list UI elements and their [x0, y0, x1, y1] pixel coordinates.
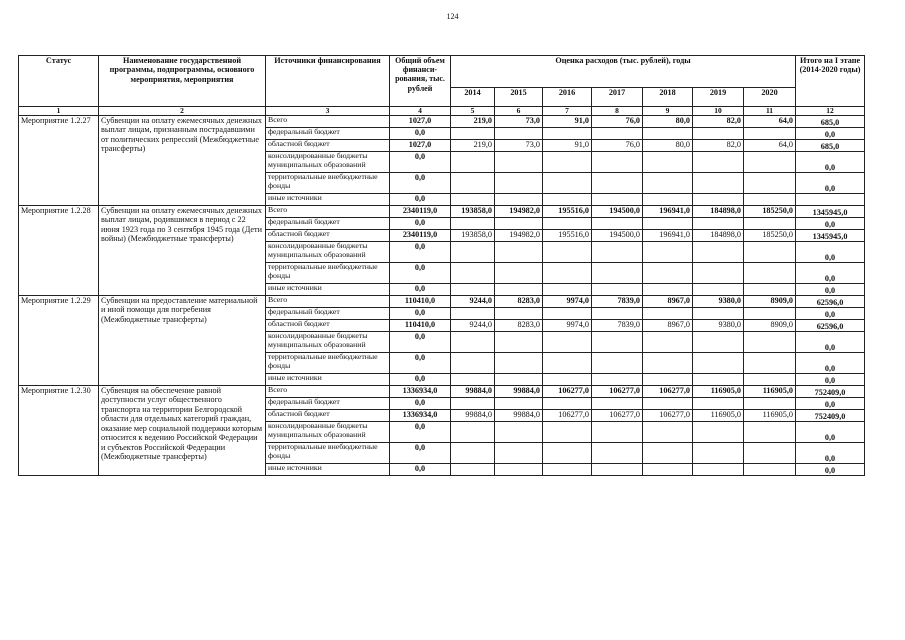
stage-total-cell: 0,0 [796, 443, 865, 464]
year-value-cell: 8967,0 [643, 320, 693, 332]
budget-table [18, 55, 865, 476]
year-value-cell [744, 332, 796, 353]
column-number: 9 [643, 107, 693, 116]
source-label: территориальные внебюджетные фонды [266, 173, 390, 194]
year-value-cell [693, 194, 744, 206]
total-volume-cell: 0,0 [390, 152, 451, 173]
year-value-cell [495, 332, 543, 353]
year-value-cell [451, 308, 495, 320]
stage-total-cell: 685,0 [796, 140, 865, 152]
column-number: 2 [99, 107, 266, 116]
year-value-cell [592, 308, 643, 320]
stage-total-cell: 0,0 [796, 242, 865, 263]
year-value-cell [693, 218, 744, 230]
source-label: областной бюджет [266, 410, 390, 422]
year-value-cell [451, 152, 495, 173]
year-value-cell [744, 308, 796, 320]
year-value-cell: 8283,0 [495, 320, 543, 332]
total-volume-cell: 0,0 [390, 308, 451, 320]
year-value-cell [451, 242, 495, 263]
source-label: федеральный бюджет [266, 398, 390, 410]
source-label: территориальные внебюджетные фонды [266, 443, 390, 464]
header-year: 2018 [643, 87, 693, 106]
year-value-cell [744, 242, 796, 263]
year-value-cell [495, 308, 543, 320]
stage-total-cell: 0,0 [796, 263, 865, 284]
table-row [19, 206, 865, 218]
source-label: иные источники [266, 464, 390, 476]
total-volume-cell: 2340119,0 [390, 206, 451, 218]
year-value-cell: 194500,0 [592, 230, 643, 242]
year-value-cell: 194982,0 [495, 230, 543, 242]
year-value-cell: 7839,0 [592, 296, 643, 308]
year-value-cell [693, 422, 744, 443]
year-value-cell: 106277,0 [643, 386, 693, 398]
year-value-cell [495, 242, 543, 263]
year-value-cell [643, 332, 693, 353]
year-value-cell [693, 398, 744, 410]
year-value-cell: 219,0 [451, 140, 495, 152]
year-value-cell [693, 128, 744, 140]
year-value-cell [495, 443, 543, 464]
year-value-cell: 91,0 [543, 116, 592, 128]
year-value-cell [643, 398, 693, 410]
source-label: федеральный бюджет [266, 128, 390, 140]
year-value-cell [451, 284, 495, 296]
stage-total-cell [796, 194, 865, 206]
year-value-cell [693, 464, 744, 476]
column-number: 3 [266, 107, 390, 116]
stage-total-cell: 0,0 [796, 398, 865, 410]
year-value-cell [744, 152, 796, 173]
year-value-cell: 196941,0 [643, 206, 693, 218]
stage-total-cell: 0,0 [796, 284, 865, 296]
year-value-cell: 196941,0 [643, 230, 693, 242]
total-volume-cell: 0,0 [390, 332, 451, 353]
year-value-cell: 184898,0 [693, 230, 744, 242]
year-value-cell [451, 443, 495, 464]
year-value-cell [643, 374, 693, 386]
year-value-cell [495, 374, 543, 386]
total-volume-cell: 0,0 [390, 173, 451, 194]
year-value-cell: 99884,0 [451, 410, 495, 422]
year-value-cell: 80,0 [643, 116, 693, 128]
header-name: Наименование государственной программы, подпрограммы, основного мероприятия, мероприятия [99, 56, 266, 107]
stage-total-cell: 62596,0 [796, 296, 865, 308]
stage-total-cell: 0,0 [796, 464, 865, 476]
header-year: 2019 [693, 87, 744, 106]
source-label: консолидированные бюджеты муниципальных образований [266, 242, 390, 263]
year-value-cell [643, 422, 693, 443]
year-value-cell: 116905,0 [693, 386, 744, 398]
header-sources: Источники финансирования [266, 56, 390, 107]
measure-name: Субвенции на оплату ежемесячных денежных выплат лицам, признанным пострадавшими от политических репрессий (Межбюджетные трансферты) [99, 116, 266, 206]
year-value-cell: 195516,0 [543, 230, 592, 242]
year-value-cell [543, 464, 592, 476]
year-value-cell [592, 443, 643, 464]
year-value-cell [543, 308, 592, 320]
header-year: 2017 [592, 87, 643, 106]
year-value-cell [543, 218, 592, 230]
column-number: 12 [796, 107, 865, 116]
year-value-cell [451, 332, 495, 353]
year-value-cell [495, 173, 543, 194]
year-value-cell [451, 218, 495, 230]
year-value-cell [592, 398, 643, 410]
year-value-cell [451, 353, 495, 374]
total-volume-cell: 0,0 [390, 263, 451, 284]
year-value-cell [643, 242, 693, 263]
year-value-cell [451, 374, 495, 386]
year-value-cell [592, 464, 643, 476]
year-value-cell [643, 218, 693, 230]
column-number: 5 [451, 107, 495, 116]
stage-total-cell: 1345945,0 [796, 230, 865, 242]
year-value-cell [451, 422, 495, 443]
year-value-cell [495, 284, 543, 296]
year-value-cell [643, 173, 693, 194]
year-value-cell: 99884,0 [451, 386, 495, 398]
source-label: областной бюджет [266, 140, 390, 152]
source-label: областной бюджет [266, 320, 390, 332]
year-value-cell [543, 374, 592, 386]
table-row [19, 116, 865, 128]
year-value-cell: 91,0 [543, 140, 592, 152]
total-volume-cell: 0,0 [390, 194, 451, 206]
total-volume-cell: 1027,0 [390, 140, 451, 152]
year-value-cell [744, 443, 796, 464]
source-label: Всего [266, 116, 390, 128]
year-value-cell [543, 398, 592, 410]
year-value-cell [643, 284, 693, 296]
year-value-cell [543, 128, 592, 140]
total-volume-cell: 1027,0 [390, 116, 451, 128]
year-value-cell: 99884,0 [495, 386, 543, 398]
source-label: территориальные внебюджетные фонды [266, 353, 390, 374]
source-label: Всего [266, 206, 390, 218]
column-number: 8 [592, 107, 643, 116]
year-value-cell [643, 194, 693, 206]
year-value-cell: 9974,0 [543, 320, 592, 332]
year-value-cell [495, 464, 543, 476]
stage-total-cell: 0,0 [796, 308, 865, 320]
year-value-cell: 76,0 [592, 116, 643, 128]
year-value-cell: 8967,0 [643, 296, 693, 308]
header-year: 2020 [744, 87, 796, 106]
source-label: федеральный бюджет [266, 218, 390, 230]
stage-total-cell: 0,0 [796, 353, 865, 374]
stage-total-cell: 0,0 [796, 128, 865, 140]
year-value-cell: 195516,0 [543, 206, 592, 218]
year-value-cell [592, 218, 643, 230]
year-value-cell [693, 284, 744, 296]
header-estimate: Оценка расходов (тыс. рублей), годы [451, 56, 796, 88]
year-value-cell: 73,0 [495, 140, 543, 152]
year-value-cell [693, 374, 744, 386]
stage-total-cell: 62596,0 [796, 320, 865, 332]
year-value-cell [693, 443, 744, 464]
year-value-cell [592, 422, 643, 443]
source-label: иные источники [266, 284, 390, 296]
measure-name: Субвенции на оплату ежемесячных денежных выплат лицам, родившимся в период с 22 июня 1923 года по 3 сентября 1945 года (Дети войны) (Межбюджетные трансферты) [99, 206, 266, 296]
source-label: иные источники [266, 374, 390, 386]
stage-total-cell: 0,0 [796, 332, 865, 353]
total-volume-cell: 0,0 [390, 443, 451, 464]
year-value-cell: 106277,0 [543, 410, 592, 422]
page-number: 124 [446, 12, 459, 21]
year-value-cell [451, 128, 495, 140]
source-label: федеральный бюджет [266, 308, 390, 320]
year-value-cell: 9244,0 [451, 320, 495, 332]
year-value-cell: 99884,0 [495, 410, 543, 422]
header-status: Статус [19, 56, 99, 107]
year-value-cell [592, 374, 643, 386]
year-value-cell [643, 263, 693, 284]
total-volume-cell: 0,0 [390, 242, 451, 263]
year-value-cell: 82,0 [693, 140, 744, 152]
year-value-cell [693, 332, 744, 353]
year-value-cell [543, 173, 592, 194]
year-value-cell [543, 242, 592, 263]
source-label: областной бюджет [266, 230, 390, 242]
total-volume-cell: 0,0 [390, 128, 451, 140]
year-value-cell [744, 353, 796, 374]
year-value-cell [543, 353, 592, 374]
measure-name: Субвенция на обеспечение равной доступности услуг общественного транспорта на территории Белгородской области для отдельных категорий граждан, оказание мер социальной поддержки которым относится к ведению Российской Федерации и субъектов Российской Федерации (Межбюджетные трансферты) [99, 386, 266, 476]
year-value-cell: 76,0 [592, 140, 643, 152]
stage-total-cell: 752409,0 [796, 386, 865, 398]
year-value-cell [495, 128, 543, 140]
year-value-cell [495, 353, 543, 374]
year-value-cell [495, 152, 543, 173]
year-value-cell: 106277,0 [592, 386, 643, 398]
year-value-cell: 106277,0 [592, 410, 643, 422]
year-value-cell [744, 398, 796, 410]
measure-status: Мероприятие 1.2.29 [19, 296, 99, 386]
header-stage-total: Итого на I этапе (2014-2020 годы) [796, 56, 865, 107]
year-value-cell [543, 263, 592, 284]
year-value-cell [592, 194, 643, 206]
year-value-cell [592, 173, 643, 194]
total-volume-cell: 0,0 [390, 218, 451, 230]
year-value-cell: 7839,0 [592, 320, 643, 332]
year-value-cell [744, 218, 796, 230]
year-value-cell [643, 308, 693, 320]
column-number: 1 [19, 107, 99, 116]
year-value-cell [744, 284, 796, 296]
header-total-volume: Общий объем финанси-рования, тыс. рублей [390, 56, 451, 107]
total-volume-cell: 110410,0 [390, 296, 451, 308]
year-value-cell [744, 374, 796, 386]
year-value-cell [592, 128, 643, 140]
column-number: 7 [543, 107, 592, 116]
total-volume-cell: 110410,0 [390, 320, 451, 332]
stage-total-cell: 0,0 [796, 152, 865, 173]
header-year: 2015 [495, 87, 543, 106]
source-label: территориальные внебюджетные фонды [266, 263, 390, 284]
year-value-cell: 9380,0 [693, 320, 744, 332]
year-value-cell [543, 284, 592, 296]
year-value-cell: 9244,0 [451, 296, 495, 308]
measure-status: Мероприятие 1.2.28 [19, 206, 99, 296]
source-label: консолидированные бюджеты муниципальных образований [266, 152, 390, 173]
year-value-cell [543, 443, 592, 464]
stage-total-cell: 685,0 [796, 116, 865, 128]
year-value-cell [451, 173, 495, 194]
stage-total-cell: 0,0 [796, 218, 865, 230]
total-volume-cell: 2340119,0 [390, 230, 451, 242]
year-value-cell [495, 398, 543, 410]
year-value-cell: 80,0 [643, 140, 693, 152]
year-value-cell [543, 332, 592, 353]
header-year: 2014 [451, 87, 495, 106]
source-label: Всего [266, 296, 390, 308]
source-label: иные источники [266, 194, 390, 206]
total-volume-cell: 0,0 [390, 353, 451, 374]
total-volume-cell: 1336934,0 [390, 386, 451, 398]
year-value-cell: 9974,0 [543, 296, 592, 308]
year-value-cell: 106277,0 [643, 410, 693, 422]
total-volume-cell: 0,0 [390, 464, 451, 476]
year-value-cell [744, 128, 796, 140]
source-label: консолидированные бюджеты муниципальных образований [266, 422, 390, 443]
year-value-cell [495, 263, 543, 284]
year-value-cell [693, 263, 744, 284]
year-value-cell [643, 464, 693, 476]
year-value-cell [543, 152, 592, 173]
table-row [19, 296, 865, 308]
year-value-cell: 194982,0 [495, 206, 543, 218]
year-value-cell: 9380,0 [693, 296, 744, 308]
table-row [19, 386, 865, 398]
measure-status: Мероприятие 1.2.30 [19, 386, 99, 476]
year-value-cell [744, 173, 796, 194]
year-value-cell: 193858,0 [451, 206, 495, 218]
year-value-cell [643, 353, 693, 374]
year-value-cell: 116905,0 [744, 410, 796, 422]
year-value-cell [592, 353, 643, 374]
total-volume-cell: 0,0 [390, 398, 451, 410]
year-value-cell [643, 128, 693, 140]
year-value-cell: 8909,0 [744, 320, 796, 332]
year-value-cell [693, 173, 744, 194]
year-value-cell [744, 263, 796, 284]
year-value-cell [592, 242, 643, 263]
year-value-cell: 73,0 [495, 116, 543, 128]
total-volume-cell: 1336934,0 [390, 410, 451, 422]
year-value-cell [744, 194, 796, 206]
column-number: 6 [495, 107, 543, 116]
stage-total-cell: 0,0 [796, 422, 865, 443]
year-value-cell [693, 242, 744, 263]
year-value-cell [744, 422, 796, 443]
year-value-cell [451, 263, 495, 284]
year-value-cell [693, 152, 744, 173]
year-value-cell [643, 443, 693, 464]
year-value-cell [451, 464, 495, 476]
year-value-cell [495, 194, 543, 206]
year-value-cell [592, 332, 643, 353]
year-value-cell [451, 398, 495, 410]
year-value-cell: 193858,0 [451, 230, 495, 242]
measure-status: Мероприятие 1.2.27 [19, 116, 99, 206]
year-value-cell [495, 218, 543, 230]
year-value-cell: 194500,0 [592, 206, 643, 218]
year-value-cell [543, 194, 592, 206]
source-label: Всего [266, 386, 390, 398]
source-label: консолидированные бюджеты муниципальных образований [266, 332, 390, 353]
year-value-cell [592, 152, 643, 173]
year-value-cell [693, 308, 744, 320]
stage-total-cell: 1345945,0 [796, 206, 865, 218]
year-value-cell: 185250,0 [744, 230, 796, 242]
year-value-cell [643, 152, 693, 173]
year-value-cell: 116905,0 [744, 386, 796, 398]
stage-total-cell: 752409,0 [796, 410, 865, 422]
year-value-cell: 116905,0 [693, 410, 744, 422]
total-volume-cell: 0,0 [390, 422, 451, 443]
year-value-cell [744, 464, 796, 476]
year-value-cell: 8909,0 [744, 296, 796, 308]
total-volume-cell: 0,0 [390, 374, 451, 386]
year-value-cell: 64,0 [744, 116, 796, 128]
total-volume-cell: 0,0 [390, 284, 451, 296]
stage-total-cell: 0,0 [796, 374, 865, 386]
year-value-cell [592, 263, 643, 284]
year-value-cell: 219,0 [451, 116, 495, 128]
year-value-cell [592, 284, 643, 296]
year-value-cell: 64,0 [744, 140, 796, 152]
measure-name: Субвенции на предоставление материальной и иной помощи для погребения (Межбюджетные трансферты) [99, 296, 266, 386]
year-value-cell: 82,0 [693, 116, 744, 128]
year-value-cell: 106277,0 [543, 386, 592, 398]
year-value-cell [451, 194, 495, 206]
year-value-cell [693, 353, 744, 374]
column-number: 11 [744, 107, 796, 116]
stage-total-cell: 0,0 [796, 173, 865, 194]
column-number: 4 [390, 107, 451, 116]
year-value-cell: 8283,0 [495, 296, 543, 308]
year-value-cell [495, 422, 543, 443]
header-year: 2016 [543, 87, 592, 106]
column-number: 10 [693, 107, 744, 116]
year-value-cell: 184898,0 [693, 206, 744, 218]
year-value-cell [543, 422, 592, 443]
year-value-cell: 185250,0 [744, 206, 796, 218]
